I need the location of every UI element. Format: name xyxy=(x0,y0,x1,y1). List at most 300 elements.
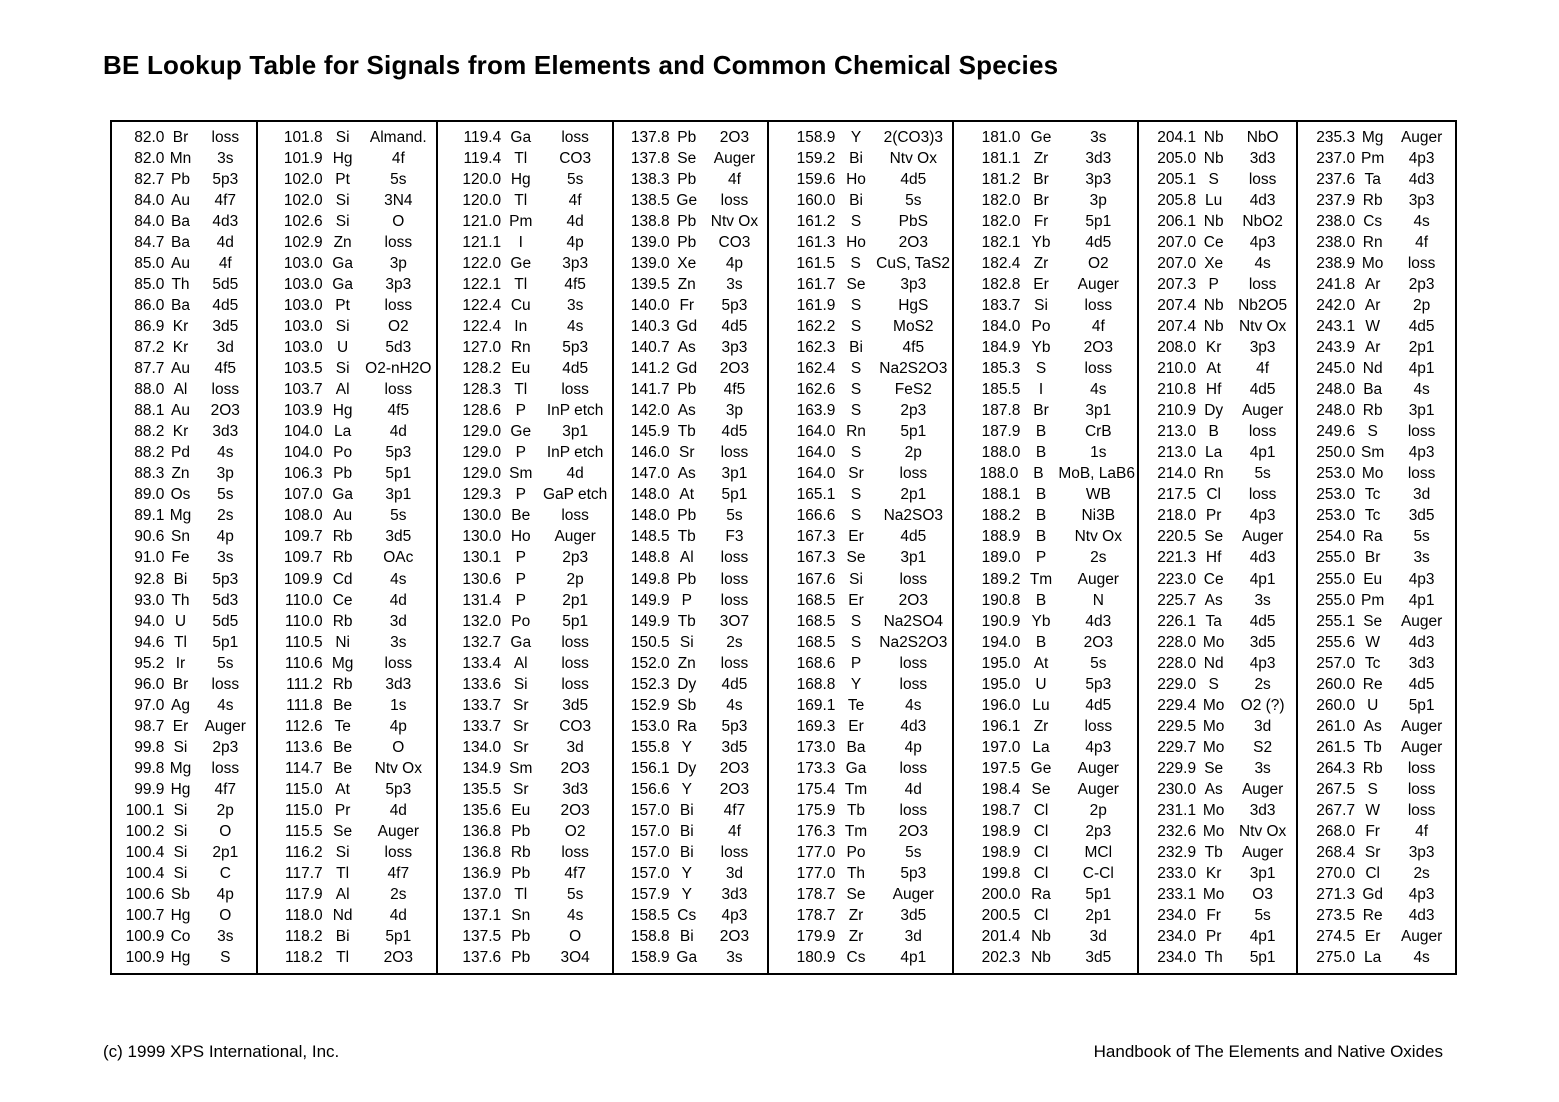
species-label: 3s xyxy=(217,928,234,946)
be-value: 162.6 xyxy=(796,381,836,399)
species-label: 4p xyxy=(216,528,234,546)
element-symbol: Se xyxy=(1363,612,1383,630)
be-value: 178.7 xyxy=(796,886,836,904)
species-label: 4d5 xyxy=(721,675,748,693)
be-value: 142.0 xyxy=(630,402,670,420)
table-row xyxy=(616,190,765,211)
element-symbol: Tb xyxy=(677,612,696,630)
table-row xyxy=(771,758,950,779)
table-row xyxy=(1141,716,1294,737)
table-row xyxy=(260,801,434,822)
be-value: 204.1 xyxy=(1157,128,1197,146)
species-label: Na2SO3 xyxy=(883,507,944,525)
element-symbol: Cl xyxy=(1033,802,1049,820)
species-label: 3p xyxy=(389,254,407,272)
be-value: 229.4 xyxy=(1157,696,1197,714)
table-row xyxy=(1300,148,1453,169)
be-value: 134.9 xyxy=(462,759,502,777)
table-row xyxy=(114,443,254,464)
species-label: 3d3 xyxy=(1249,802,1276,820)
element-symbol: Pb xyxy=(511,865,531,883)
table-row xyxy=(260,653,434,674)
be-value: 187.9 xyxy=(981,423,1021,441)
table-row xyxy=(1300,190,1453,211)
element-symbol: Ga xyxy=(332,254,353,272)
table-row xyxy=(1300,527,1453,548)
be-value: 253.0 xyxy=(1316,465,1356,483)
be-value: 197.0 xyxy=(981,738,1021,756)
table-row xyxy=(771,527,950,548)
element-symbol: Bi xyxy=(173,570,188,588)
species-label: loss xyxy=(1407,423,1436,441)
table-row xyxy=(440,632,610,653)
element-symbol: Pt xyxy=(335,170,350,188)
be-value: 95.2 xyxy=(134,654,165,672)
species-label: 4s xyxy=(1413,212,1430,230)
be-value: 178.7 xyxy=(796,907,836,925)
table-row xyxy=(616,611,765,632)
be-value: 131.4 xyxy=(462,591,502,609)
be-value: 188.0 xyxy=(979,465,1019,483)
species-label: 2s xyxy=(726,633,743,651)
be-value: 84.7 xyxy=(134,233,165,251)
table-row xyxy=(260,948,434,969)
table-row xyxy=(114,885,254,906)
be-value: 200.5 xyxy=(981,907,1021,925)
species-label: 3d xyxy=(389,612,407,630)
table-row xyxy=(260,843,434,864)
element-symbol: La xyxy=(334,423,352,441)
table-row xyxy=(260,274,434,295)
table-row xyxy=(1300,337,1453,358)
be-value: 273.5 xyxy=(1316,907,1356,925)
table-row xyxy=(114,758,254,779)
species-label: MCl xyxy=(1084,844,1113,862)
be-value: 180.9 xyxy=(796,949,836,967)
species-label: Auger xyxy=(554,528,596,546)
table-row xyxy=(1300,801,1453,822)
species-label: 3p3 xyxy=(562,254,589,272)
be-value: 255.6 xyxy=(1316,633,1356,651)
species-label: 4s xyxy=(905,696,922,714)
element-symbol: Lu xyxy=(1032,696,1050,714)
species-label: 5p1 xyxy=(1085,886,1112,904)
be-value: 268.0 xyxy=(1316,823,1356,841)
be-value: 166.6 xyxy=(796,507,836,525)
table-row xyxy=(956,695,1135,716)
be-value: 153.0 xyxy=(630,717,670,735)
species-label: 4d5 xyxy=(900,528,927,546)
be-value: 164.0 xyxy=(796,423,836,441)
be-value: 137.0 xyxy=(462,886,502,904)
be-value: 229.7 xyxy=(1157,738,1197,756)
be-value: 103.5 xyxy=(283,360,323,378)
species-label: 2p xyxy=(1413,296,1431,314)
be-value: 267.7 xyxy=(1316,802,1356,820)
species-label: 4f5 xyxy=(564,275,586,293)
species-label: loss xyxy=(899,654,928,672)
element-symbol: Si xyxy=(173,802,188,820)
species-label: NbO xyxy=(1246,128,1279,146)
table-row xyxy=(440,716,610,737)
species-label: 4d3 xyxy=(1085,612,1112,630)
species-label: 4d xyxy=(566,465,584,483)
species-label: Ntv Ox xyxy=(374,759,422,777)
species-label: 4p3 xyxy=(1249,507,1276,525)
element-symbol: Th xyxy=(846,865,866,883)
lookup-table xyxy=(110,120,1457,975)
species-label: 5d5 xyxy=(212,275,239,293)
table-row xyxy=(440,653,610,674)
table-row xyxy=(1141,527,1294,548)
be-value: 113.6 xyxy=(284,738,323,756)
be-value: 82.0 xyxy=(134,149,165,167)
species-label: loss xyxy=(1248,486,1277,504)
be-value: 118.2 xyxy=(284,928,323,946)
be-value: 182.1 xyxy=(981,233,1021,251)
element-symbol: Ar xyxy=(1364,338,1381,356)
be-value: 161.3 xyxy=(796,233,836,251)
be-value: 196.1 xyxy=(981,717,1021,735)
table-row xyxy=(440,611,610,632)
species-label: 2p xyxy=(566,570,584,588)
species-label: 4p3 xyxy=(1408,886,1435,904)
species-label: 4p3 xyxy=(1408,149,1435,167)
element-symbol: Pb xyxy=(677,570,697,588)
species-label: 4f xyxy=(218,254,232,272)
element-symbol: Po xyxy=(333,444,353,462)
element-symbol: Mo xyxy=(1202,696,1225,714)
be-value: 84.0 xyxy=(134,212,165,230)
be-value: 161.7 xyxy=(796,275,836,293)
table-row xyxy=(114,674,254,695)
element-symbol: Si xyxy=(335,844,350,862)
element-symbol: P xyxy=(1035,549,1047,567)
species-label: 5p3 xyxy=(212,170,239,188)
be-value: 250.0 xyxy=(1316,444,1356,462)
be-value: 100.2 xyxy=(125,823,165,841)
species-label: F3 xyxy=(725,528,744,546)
element-symbol: Si xyxy=(173,738,188,756)
species-label: 2p3 xyxy=(1408,275,1435,293)
be-value: 152.9 xyxy=(630,696,670,714)
element-symbol: P xyxy=(515,591,526,609)
be-value: 157.0 xyxy=(630,802,670,820)
table-row xyxy=(114,653,254,674)
be-value: 185.5 xyxy=(981,381,1021,399)
species-label: 3p3 xyxy=(1249,338,1276,356)
species-label: 4p xyxy=(904,738,922,756)
be-value: 110.6 xyxy=(284,654,323,672)
table-column-4 xyxy=(612,120,769,975)
element-symbol: S xyxy=(1208,675,1219,693)
be-value: 162.2 xyxy=(796,317,836,335)
table-row xyxy=(956,779,1135,800)
species-label: 5p1 xyxy=(1408,696,1435,714)
be-value: 122.0 xyxy=(462,254,502,272)
table-row xyxy=(956,127,1135,148)
be-value: 207.4 xyxy=(1157,317,1197,335)
table-row xyxy=(771,359,950,380)
element-symbol: Tm xyxy=(844,823,868,841)
element-symbol: Ce xyxy=(1203,233,1224,251)
species-label: 5p1 xyxy=(562,612,589,630)
table-row xyxy=(260,906,434,927)
table-row xyxy=(114,716,254,737)
be-value: 182.4 xyxy=(981,254,1021,272)
species-label: WB xyxy=(1085,486,1111,504)
table-row xyxy=(771,295,950,316)
species-label: 4f7 xyxy=(214,780,237,798)
be-value: 198.9 xyxy=(981,823,1021,841)
be-value: 91.0 xyxy=(134,549,165,567)
species-label: 3d3 xyxy=(1408,654,1435,672)
be-value: 201.4 xyxy=(981,928,1021,946)
be-value: 268.4 xyxy=(1316,844,1356,862)
be-value: 221.3 xyxy=(1157,549,1197,567)
element-symbol: Be xyxy=(511,507,531,525)
element-symbol: Si xyxy=(1034,296,1048,314)
element-symbol: Rb xyxy=(332,549,353,567)
element-symbol: Nb xyxy=(1203,296,1224,314)
species-label: 4d5 xyxy=(721,317,748,335)
be-value: 128.3 xyxy=(462,381,502,399)
table-row xyxy=(1300,779,1453,800)
element-symbol: La xyxy=(1205,444,1223,462)
element-symbol: Zn xyxy=(677,275,696,293)
element-symbol: As xyxy=(1204,780,1223,798)
be-value: 136.8 xyxy=(462,823,502,841)
element-symbol: Br xyxy=(1364,549,1381,567)
table-row xyxy=(114,632,254,653)
table-row xyxy=(956,337,1135,358)
element-symbol: Mn xyxy=(169,149,192,167)
table-row xyxy=(1141,737,1294,758)
species-label: 3s xyxy=(1413,549,1430,567)
be-value: 162.4 xyxy=(796,360,836,378)
table-row xyxy=(616,716,765,737)
be-value: 149.8 xyxy=(630,570,670,588)
be-value: 226.1 xyxy=(1157,612,1197,630)
be-value: 89.0 xyxy=(134,486,165,504)
species-label: Ntv Ox xyxy=(710,212,759,230)
table-row xyxy=(616,695,765,716)
element-symbol: Er xyxy=(172,717,189,735)
be-value: 190.8 xyxy=(981,591,1021,609)
element-symbol: Y xyxy=(681,780,692,798)
table-row xyxy=(956,443,1135,464)
be-value: 103.7 xyxy=(283,381,323,399)
element-symbol: Tc xyxy=(1364,507,1381,525)
table-row xyxy=(616,316,765,337)
table-row xyxy=(260,211,434,232)
table-row xyxy=(440,506,610,527)
table-row xyxy=(260,779,434,800)
element-symbol: Pt xyxy=(335,296,350,314)
element-symbol: S xyxy=(850,317,862,335)
element-symbol: Ho xyxy=(846,233,866,251)
species-label: 3d5 xyxy=(212,317,239,335)
be-value: 128.6 xyxy=(462,402,502,420)
table-row xyxy=(1141,359,1294,380)
element-symbol: Be xyxy=(333,696,353,714)
table-row xyxy=(1300,927,1453,948)
element-symbol: Au xyxy=(171,191,190,209)
species-label: 4p3 xyxy=(1085,738,1112,756)
species-label: 4d3 xyxy=(1408,633,1435,651)
table-row xyxy=(1300,443,1453,464)
element-symbol: Al xyxy=(173,381,188,399)
element-symbol: Pr xyxy=(1205,928,1222,946)
species-label: 4f xyxy=(1415,233,1429,251)
table-row xyxy=(1300,632,1453,653)
table-row xyxy=(956,737,1135,758)
element-symbol: Ge xyxy=(1030,759,1052,777)
be-value: 112.6 xyxy=(284,717,323,735)
element-symbol: Ba xyxy=(1363,381,1383,399)
element-symbol: Ba xyxy=(171,296,190,314)
species-label: 3O7 xyxy=(719,612,750,630)
be-value: 238.0 xyxy=(1316,233,1356,251)
be-value: 129.3 xyxy=(462,486,502,504)
table-row xyxy=(1141,316,1294,337)
be-value: 117.7 xyxy=(284,865,323,883)
be-value: 169.1 xyxy=(796,696,836,714)
element-symbol: Dy xyxy=(677,675,697,693)
be-value: 162.3 xyxy=(796,338,836,356)
table-row xyxy=(771,611,950,632)
be-value: 141.7 xyxy=(630,381,670,399)
table-row xyxy=(616,674,765,695)
be-value: 128.2 xyxy=(462,360,502,378)
species-label: 3s xyxy=(726,949,743,967)
species-label: Auger xyxy=(204,717,246,735)
species-label: 3s xyxy=(1254,759,1271,777)
table-row xyxy=(1141,801,1294,822)
species-label: 5p3 xyxy=(385,444,412,462)
table-row xyxy=(260,232,434,253)
be-value: 271.3 xyxy=(1316,886,1356,904)
table-row xyxy=(1141,758,1294,779)
table-row xyxy=(956,527,1135,548)
be-value: 169.3 xyxy=(796,717,836,735)
element-symbol: Br xyxy=(172,128,189,146)
element-symbol: Ta xyxy=(1364,170,1381,188)
be-value: 238.0 xyxy=(1316,212,1356,230)
be-value: 106.3 xyxy=(283,465,323,483)
element-symbol: Hg xyxy=(510,170,531,188)
element-symbol: Ga xyxy=(510,128,532,146)
species-label: 3p3 xyxy=(385,275,412,293)
table-row xyxy=(616,211,765,232)
species-label: 4p1 xyxy=(1408,360,1435,378)
table-row xyxy=(956,253,1135,274)
species-label: 3p1 xyxy=(900,549,927,567)
table-row xyxy=(956,885,1135,906)
table-row xyxy=(260,295,434,316)
table-row xyxy=(956,232,1135,253)
species-label: 5p3 xyxy=(721,717,748,735)
be-value: 161.5 xyxy=(796,254,836,272)
table-row xyxy=(771,401,950,422)
table-row xyxy=(440,443,610,464)
table-row xyxy=(1141,464,1294,485)
species-label: loss xyxy=(899,570,928,588)
species-label: 2O3 xyxy=(898,233,928,251)
element-symbol: S xyxy=(1208,170,1219,188)
be-value: 195.0 xyxy=(981,675,1021,693)
species-label: 2O3 xyxy=(210,402,240,420)
species-label: GaP etch xyxy=(542,486,608,504)
element-symbol: P xyxy=(515,486,526,504)
element-symbol: Mg xyxy=(331,654,354,672)
element-symbol: Ni xyxy=(335,633,350,651)
table-row xyxy=(114,422,254,443)
element-symbol: U xyxy=(337,338,349,356)
element-symbol: Hf xyxy=(1205,381,1222,399)
table-row xyxy=(616,169,765,190)
element-symbol: Au xyxy=(171,402,190,420)
be-value: 255.0 xyxy=(1316,570,1356,588)
table-row xyxy=(260,337,434,358)
species-label: 5p1 xyxy=(900,423,927,441)
be-value: 188.1 xyxy=(981,486,1021,504)
be-value: 85.0 xyxy=(134,254,165,272)
table-column-3 xyxy=(436,120,614,975)
table-row xyxy=(440,169,610,190)
be-value: 138.3 xyxy=(630,170,670,188)
species-label: loss xyxy=(1407,780,1436,798)
table-row xyxy=(114,316,254,337)
species-label: 4f xyxy=(568,191,582,209)
table-row xyxy=(260,485,434,506)
element-symbol: Nd xyxy=(332,907,353,925)
table-row xyxy=(440,485,610,506)
table-row xyxy=(771,464,950,485)
table-row xyxy=(1300,695,1453,716)
element-symbol: Au xyxy=(171,360,190,378)
element-symbol: Dy xyxy=(677,759,697,777)
species-label: CO3 xyxy=(559,149,592,167)
be-value: 84.0 xyxy=(134,191,165,209)
species-label: O xyxy=(392,738,405,756)
be-value: 137.8 xyxy=(630,149,670,167)
species-label: 4d5 xyxy=(1249,381,1276,399)
be-value: 152.0 xyxy=(630,654,670,672)
table-row xyxy=(440,337,610,358)
table-row xyxy=(1141,569,1294,590)
element-symbol: Au xyxy=(171,254,190,272)
be-value: 261.5 xyxy=(1316,738,1356,756)
table-row xyxy=(1300,822,1453,843)
species-label: Auger xyxy=(1077,759,1119,777)
species-label: loss xyxy=(211,759,240,777)
species-label: InP etch xyxy=(546,444,604,462)
element-symbol: Cl xyxy=(1033,844,1049,862)
element-symbol: S xyxy=(850,381,862,399)
element-symbol: Si xyxy=(335,360,350,378)
be-value: 257.0 xyxy=(1316,654,1356,672)
table-row xyxy=(1300,232,1453,253)
table-column-2 xyxy=(256,120,438,975)
element-symbol: S xyxy=(850,444,862,462)
species-label: 5s xyxy=(566,170,584,188)
be-value: 140.0 xyxy=(630,296,670,314)
table-row xyxy=(114,232,254,253)
table-row xyxy=(260,316,434,337)
be-value: 167.3 xyxy=(796,528,836,546)
be-value: 188.9 xyxy=(981,528,1021,546)
